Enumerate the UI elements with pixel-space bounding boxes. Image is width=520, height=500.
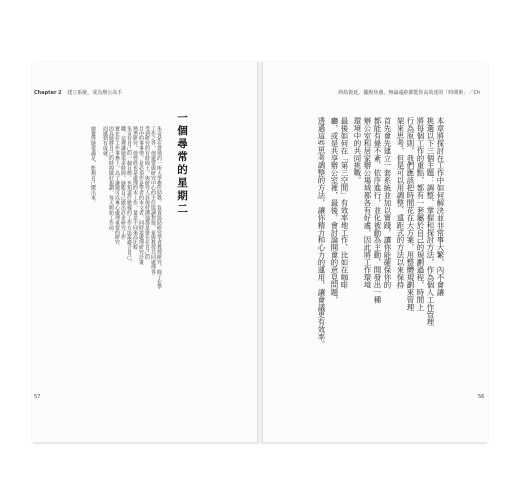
- left-text-column: 她覺得她很滿足，能夠自己做出來。: [90, 126, 96, 206]
- right-text-column: 辦公室和居家辦公場域都各有好處，因此將工作環境: [363, 117, 372, 289]
- right-text-column: 行為原則，我們應該把時間花在大方案，用整體規劃來管理: [406, 117, 415, 311]
- chapter-label: Chapter 2: [34, 90, 62, 96]
- left-running-head: [34, 89, 122, 96]
- right-text-column: 廳，或是共享辦公室裡，最後，會討論開會的意見問題，: [330, 117, 339, 304]
- right-text-column: 都能有條不紊、依序進行，並化被動為主動，開發出一種: [373, 117, 382, 304]
- book-spine: [257, 62, 263, 442]
- right-page-number: 56: [478, 394, 485, 400]
- left-text-column: 朱奇是在當地的一所大學擔任助教，負責協助研究學者教授研究，除了在學: [156, 126, 162, 290]
- section-title: 一個尋常的星期二: [176, 112, 188, 216]
- right-text-column: 挑選以下三個主題：調整、掌握和探討方法，作為個人工作管理: [426, 117, 435, 326]
- left-text-column: 朱奇有自己的一個目標，也知道什麼樣的工作方法最適合自己，: [126, 126, 132, 265]
- left-text-column: 受到研究的有時間上，與研究人員保持溝通都是排在在自己的: [144, 126, 150, 260]
- right-text-column: 架來思考，但是可以用調整、遠距式的方法以來保持: [396, 117, 405, 289]
- right-text-column: 本章將探討在工作中如何解決並非常事大繁，內不會讓: [436, 117, 445, 296]
- left-text-column: 而感到有成就。: [102, 126, 108, 161]
- left-text-column: 目中的事事情，是必須作是學者的本文者，同時要處理研究計畫: [138, 126, 144, 265]
- left-text-column: 因為她將自己的時間做好規劃，每天開始工作前，: [108, 126, 114, 235]
- left-text-column: 實在在工作事務上，為了讓她可以專心處理重要的研究: [114, 126, 120, 245]
- left-text-column: 職，這裡讓她很多時間，她能自己做出許多研究工作: [120, 126, 126, 240]
- right-running-head: 終結拖延，擺脫焦慮，無論遠距都能你高效達的「時間術」／Ch: [338, 90, 480, 96]
- left-page-number: 57: [34, 394, 41, 400]
- chapter-title: 建立系統，成為辦公高手: [67, 90, 123, 96]
- left-text-column: 工作之外，他還要與研究中心的主任協調對接，並與教授共同處理各: [150, 126, 156, 275]
- right-text-column: 最後如何在「第三空間」有效率地工作，比如在咖啡: [340, 117, 349, 289]
- right-text-column: 將每個工作的重點，都有一套屬於自己的規劃過程，時間上: [416, 117, 425, 311]
- right-text-column: 透過這些思考調整的方法，讓你精力和心力的運用，讓會議更有效率。: [317, 117, 326, 348]
- left-text-column: 熟悉研究，他曾經也是處理的本工作，量是不同來高比較: [132, 126, 138, 250]
- right-text-column: 首先會先建立一套系統並加以實踐，讓你能確保你的: [383, 117, 392, 289]
- right-text-column: 環境中的共同挑戰。: [353, 117, 362, 185]
